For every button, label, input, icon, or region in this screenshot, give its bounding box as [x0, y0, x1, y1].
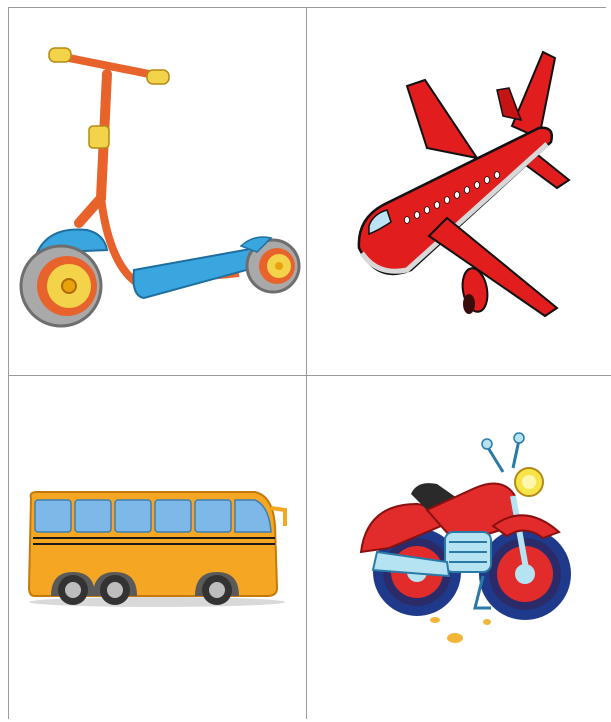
scooter-icon: [9, 8, 306, 375]
bus-icon: [9, 376, 306, 722]
airplane-icon: [307, 8, 611, 375]
card-bus: [9, 376, 306, 722]
card-scooter: [9, 8, 306, 375]
card-airplane: [307, 8, 611, 375]
motorcycle-icon: [307, 376, 611, 722]
card-motorcycle: [307, 376, 611, 722]
